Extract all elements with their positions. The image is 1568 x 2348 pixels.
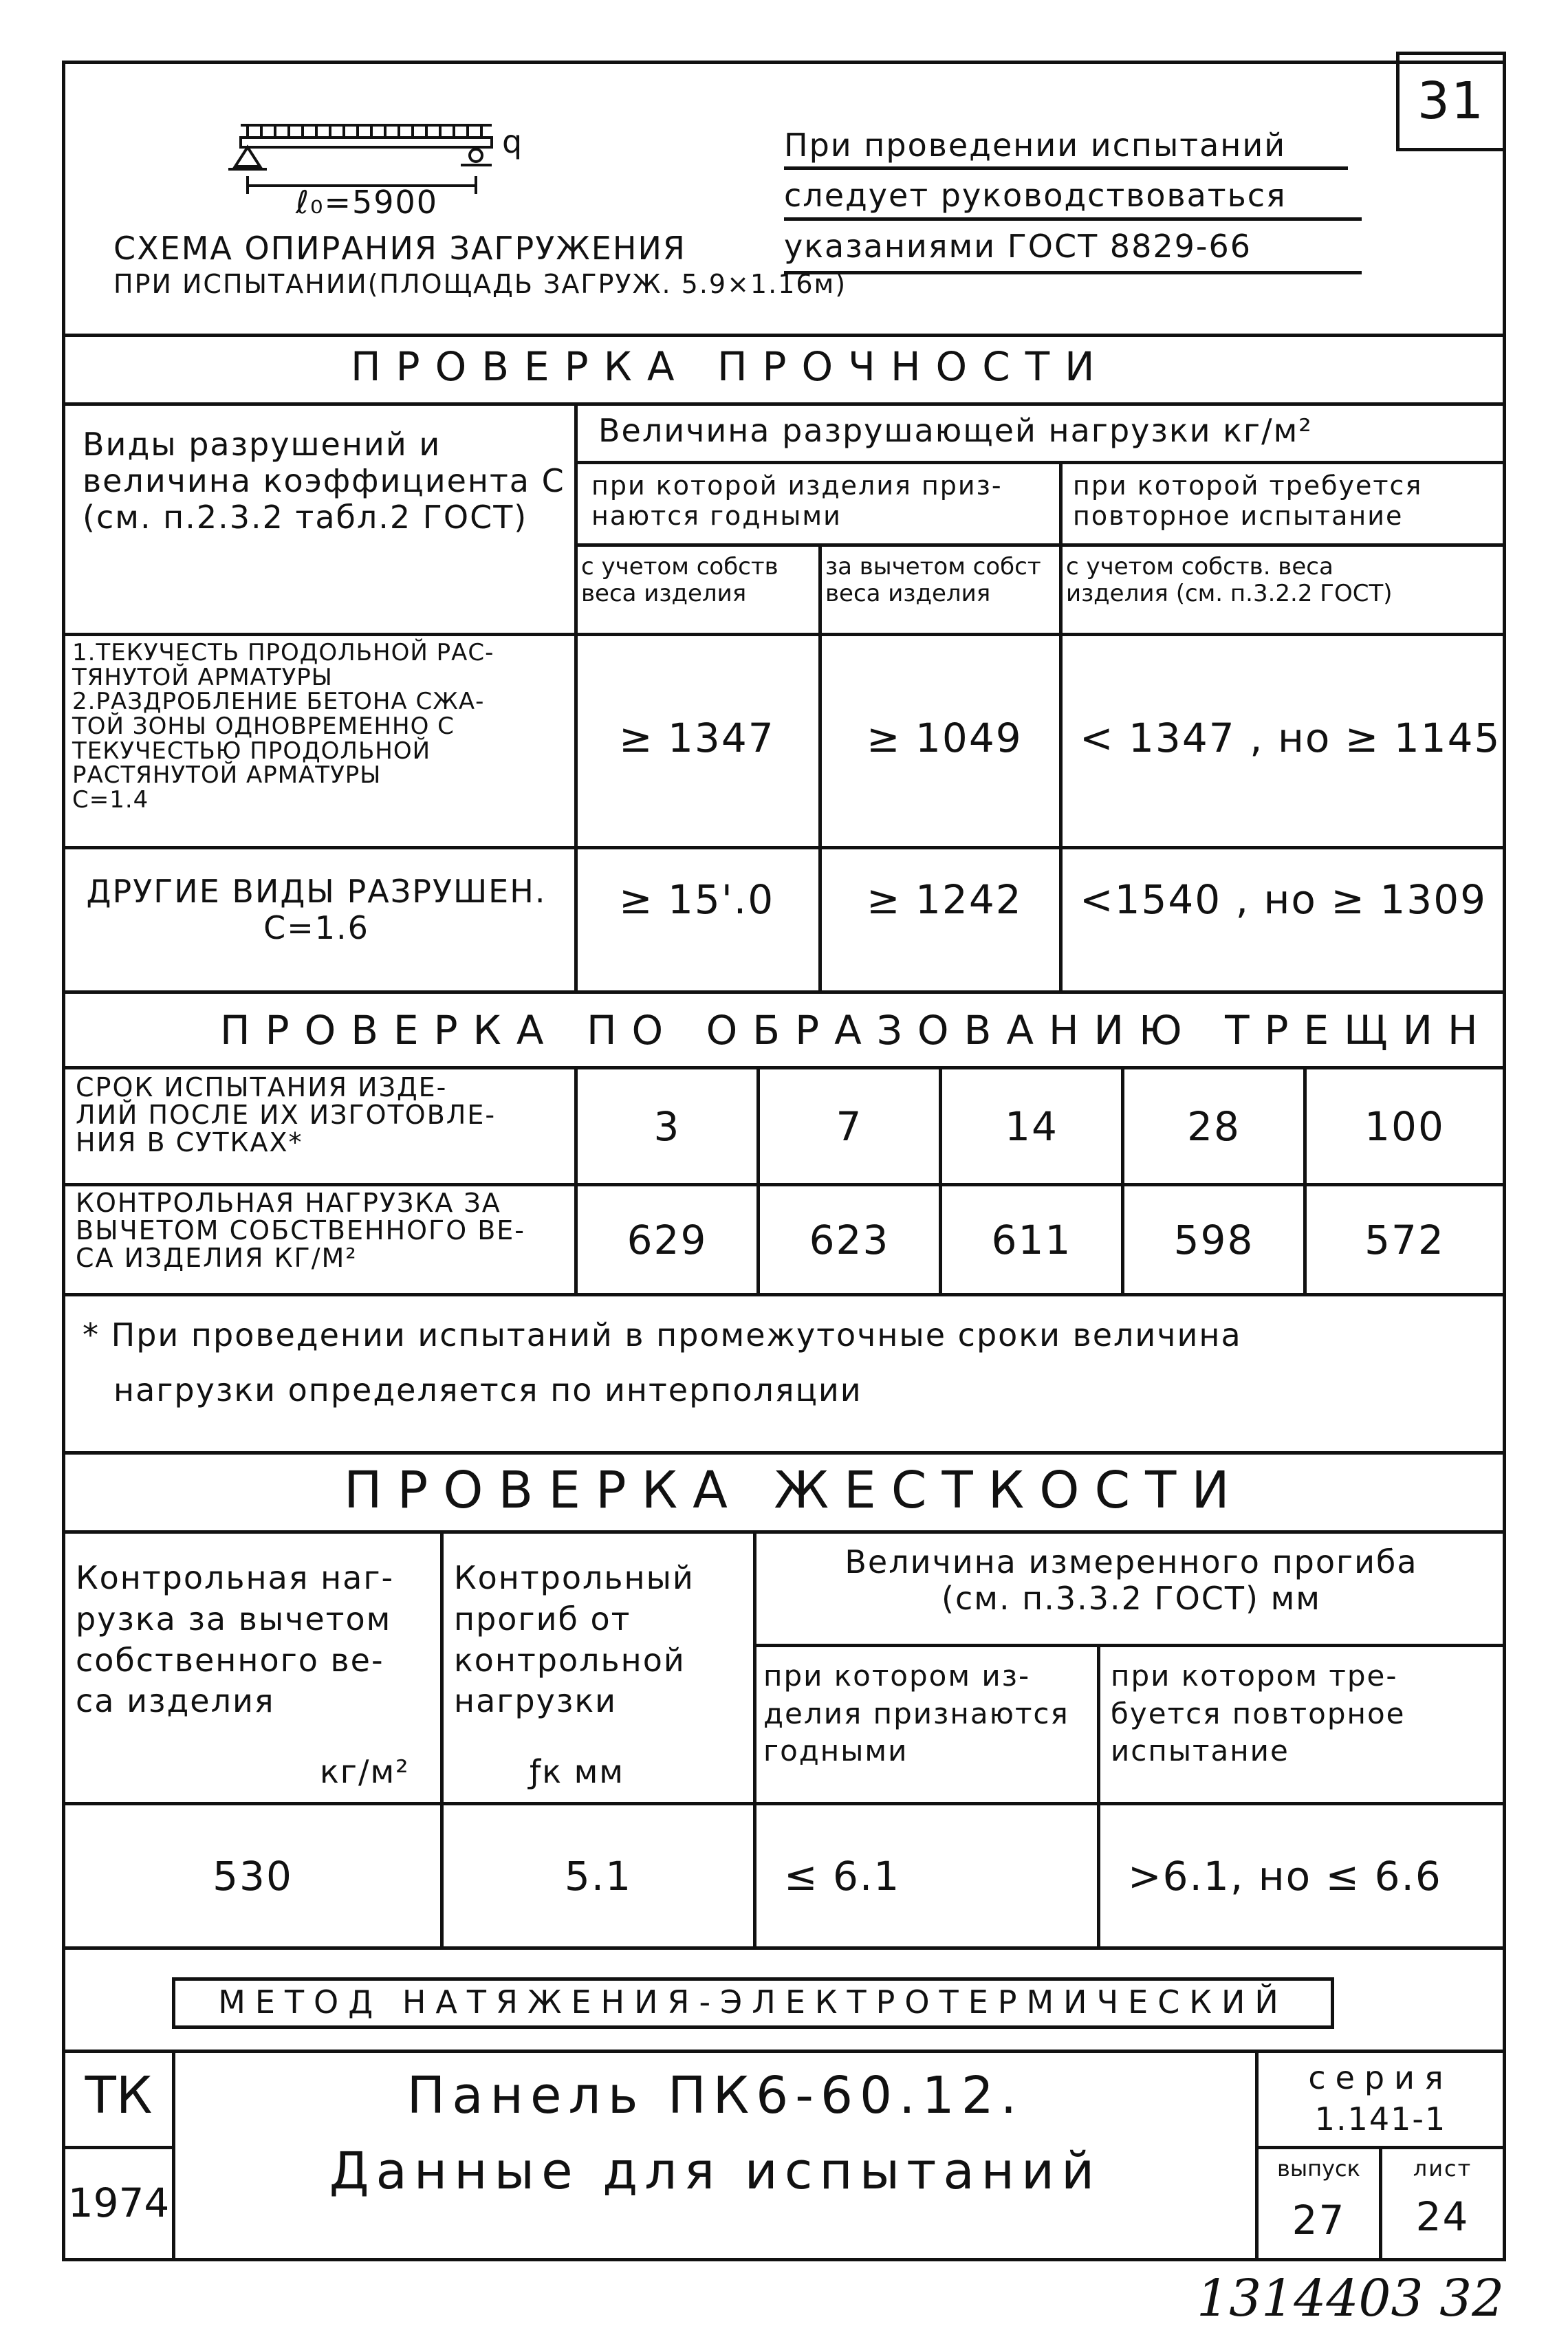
stiffness-col2-unit: ƒк мм	[530, 1753, 625, 1790]
pin-support	[235, 147, 260, 166]
load-day-28: 598	[1173, 1217, 1254, 1263]
stiffness-control-load: 530	[213, 1853, 293, 1900]
panel-subtitle: Данные для испытаний	[329, 2142, 1102, 2201]
row1-value-with-weight: ≥ 1347	[619, 715, 775, 761]
note-line-3: указаниями ГОСТ 8829-66	[784, 228, 1252, 265]
row2-value-without-weight: ≥ 1242	[867, 876, 1023, 923]
method-label: МЕТОД НАТЯЖЕНИЯ-ЭЛЕКТРОТЕРМИЧЕСКИЙ	[218, 1983, 1288, 2021]
term-100: 100	[1364, 1103, 1445, 1150]
strength-section-title: ПРОВЕРКА ПРОЧНОСТИ	[351, 343, 1110, 390]
failure-types-header: Виды разрушений и величина коэффициента С (см. п.2.3.2 табл.2 ГОСТ)	[83, 426, 565, 536]
breaking-load-header: Величина разрушающей нагрузки кг/м²	[598, 412, 1313, 449]
scheme-subtitle: ПРИ ИСПЫТАНИИ(ПЛОЩАДЬ ЗАГРУЖ. 5.9×1.16м)	[113, 269, 847, 299]
stiffness-retest-value: >6.1, но ≤ 6.6	[1128, 1853, 1442, 1900]
stiffness-col1-header: Контрольная наг- рузка за вычетом собственного ве- са изделия	[76, 1559, 395, 1720]
cracks-section-title: ПРОВЕРКА ПО ОБРАЗОВАНИЮ ТРЕЩИН	[220, 1007, 1493, 1054]
roller-support	[470, 149, 482, 162]
span-label: ℓ₀=5900	[296, 184, 439, 221]
load-day-7: 623	[809, 1217, 890, 1263]
term-28: 28	[1187, 1103, 1241, 1150]
col-without-own-weight: за вычетом собст веса изделия	[825, 553, 1041, 608]
measured-deflection-header: Величина измеренного прогиба (см. п.3.3.2 ГОСТ) мм	[845, 1543, 1418, 1617]
fit-products-header: при которой изделия приз- наются годными	[591, 470, 1003, 531]
stiffness-control-deflection: 5.1	[564, 1853, 633, 1900]
archive-number: 1314403 32	[1197, 2269, 1505, 2328]
failure-type-1: 1.ТЕКУЧЕСТЬ ПРОДОЛЬНОЙ РАС- ТЯНУТОЙ АРМАТУРЫ 2.РАЗДРОБЛЕНИЕ БЕТОНА СЖА- ТОЙ ЗОНЫ ОДНОВРЕМЕННО С ТЕКУЧЕСТЬЮ ПРОДОЛЬНОЙ РАСТЯНУТОЙ АРМАТУРЫ С=1.4	[72, 639, 494, 814]
document-frame	[62, 61, 1506, 2261]
sheet-value: 24	[1415, 2193, 1470, 2240]
stiffness-col2-header: Контрольный прогиб от контрольной нагрузки	[454, 1559, 695, 1720]
row2-value-retest: <1540 , но ≥ 1309	[1080, 876, 1487, 923]
footnote-line-2: нагрузки определяется по интерполяции	[113, 1371, 862, 1409]
note-line-1: При проведении испытаний	[784, 127, 1287, 164]
control-load-label: КОНТРОЛЬНАЯ НАГРУЗКА ЗА ВЫЧЕТОМ СОБСТВЕННОГО ВЕ- СА ИЗДЕЛИЯ КГ/М²	[76, 1188, 525, 1273]
col-with-own-weight: с учетом собств веса изделия	[581, 553, 778, 608]
stiffness-col1-unit: кг/м²	[320, 1753, 410, 1790]
row2-value-with-weight: ≥ 15'.0	[619, 876, 775, 923]
row1-value-retest: < 1347 , но ≥ 1145	[1080, 715, 1501, 761]
stiffness-section-title: ПРОВЕРКА ЖЕСТКОСТИ	[344, 1461, 1245, 1520]
note-line-2: следует руководствоваться	[784, 177, 1287, 214]
term-3: 3	[653, 1103, 681, 1150]
load-hatching	[241, 125, 492, 138]
series-value: 1.141-1	[1314, 2100, 1447, 2138]
issue-label: выпуск	[1277, 2155, 1360, 2182]
series-label: серия	[1308, 2059, 1453, 2096]
load-day-100: 572	[1364, 1217, 1445, 1263]
deflection-retest-header: при котором тре- буется повторное испытание	[1111, 1659, 1406, 1768]
tk-code: ТК	[85, 2066, 153, 2125]
sheet-number: 31	[1417, 72, 1485, 131]
footnote-line-1: * При проведении испытаний в промежуточные сроки величина	[83, 1316, 1242, 1354]
col-retest-own-weight: с учетом собств. веса изделия (см. п.3.2.2 ГОСТ)	[1066, 553, 1393, 608]
load-day-3: 629	[627, 1217, 708, 1263]
year: 1974	[67, 2179, 170, 2226]
failure-type-2: ДРУГИЕ ВИДЫ РАЗРУШЕН. С=1.6	[86, 873, 547, 946]
stiffness-fit-value: ≤ 6.1	[784, 1853, 901, 1900]
scheme-title: СХЕМА ОПИРАНИЯ ЗАГРУЖЕНИЯ	[113, 230, 686, 267]
test-term-label: СРОК ИСПЫТАНИЯ ИЗДЕ- ЛИЙ ПОСЛЕ ИХ ИЗГОТОВЛЕ- НИЯ В СУТКАХ*	[76, 1072, 497, 1157]
panel-beam	[241, 138, 492, 147]
issue-value: 27	[1292, 2197, 1346, 2243]
load-day-14: 611	[991, 1217, 1072, 1263]
retest-header: при которой требуется повторное испытание	[1073, 470, 1423, 531]
term-14: 14	[1005, 1103, 1058, 1150]
load-label: q	[502, 123, 524, 160]
deflection-fit-header: при котором из- делия признаются годными	[763, 1659, 1069, 1768]
panel-title: Панель ПК6-60.12.	[406, 2066, 1024, 2125]
term-7: 7	[836, 1103, 863, 1150]
row1-value-without-weight: ≥ 1049	[867, 715, 1023, 761]
sheet-label: лист	[1413, 2155, 1472, 2182]
